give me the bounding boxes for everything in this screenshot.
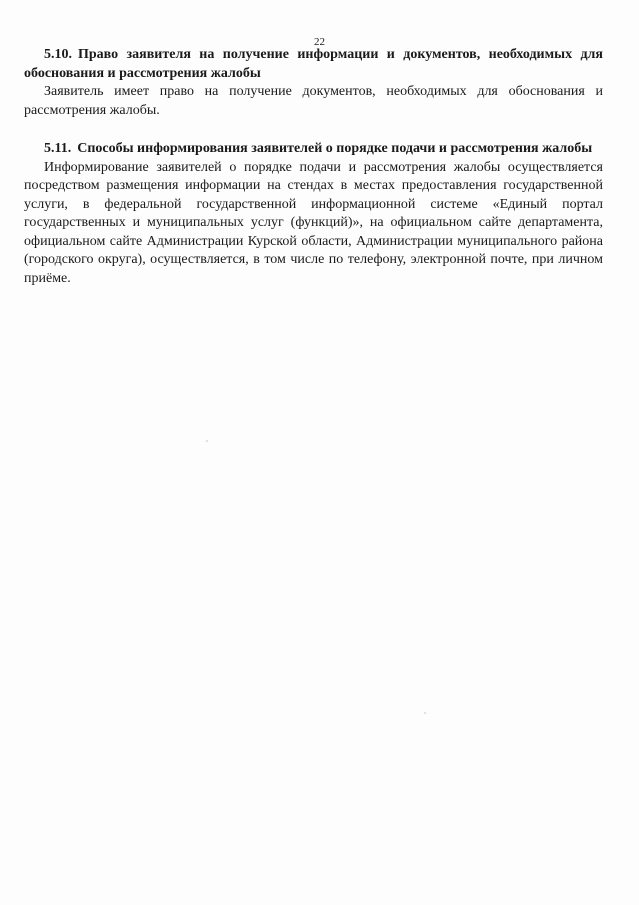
section-heading xyxy=(24,46,603,83)
document-body xyxy=(24,46,603,288)
scan-speck xyxy=(206,440,208,442)
section-number: 5.11. xyxy=(44,141,72,156)
page-number: 22 xyxy=(314,36,325,48)
section-paragraph: Информирование заявителей о порядке подачи и рассмотрения жалобы осуществляется посредством размещения информации на стендах в местах предоставления государственной услуги, в федеральной государственной информационной системе «Единый портал государственных и муниципальных услуг (функций)», на официальном сайте департамента, официальном сайте Администрации Курской области, Администрации муниципального района (городского округа), осуществляется, в том числе по телефону, электронной почте, при личном приёме. xyxy=(24,159,603,286)
section-heading xyxy=(24,140,603,159)
section-title: Способы информирования заявителей о порядке подачи и рассмотрения жалобы xyxy=(77,141,593,156)
section-5-11 xyxy=(24,140,603,288)
scan-speck xyxy=(424,712,426,714)
section-paragraph: Заявитель имеет право на получение документов, необходимых для обоснования и рассмотрения жалобы. xyxy=(24,84,603,118)
section-5-10 xyxy=(24,46,603,120)
section-number: 5.10. xyxy=(44,47,72,62)
section-title: Право заявителя на получение информации и документов, необходимых для обоснования и рассмотрения жалобы xyxy=(24,47,603,81)
